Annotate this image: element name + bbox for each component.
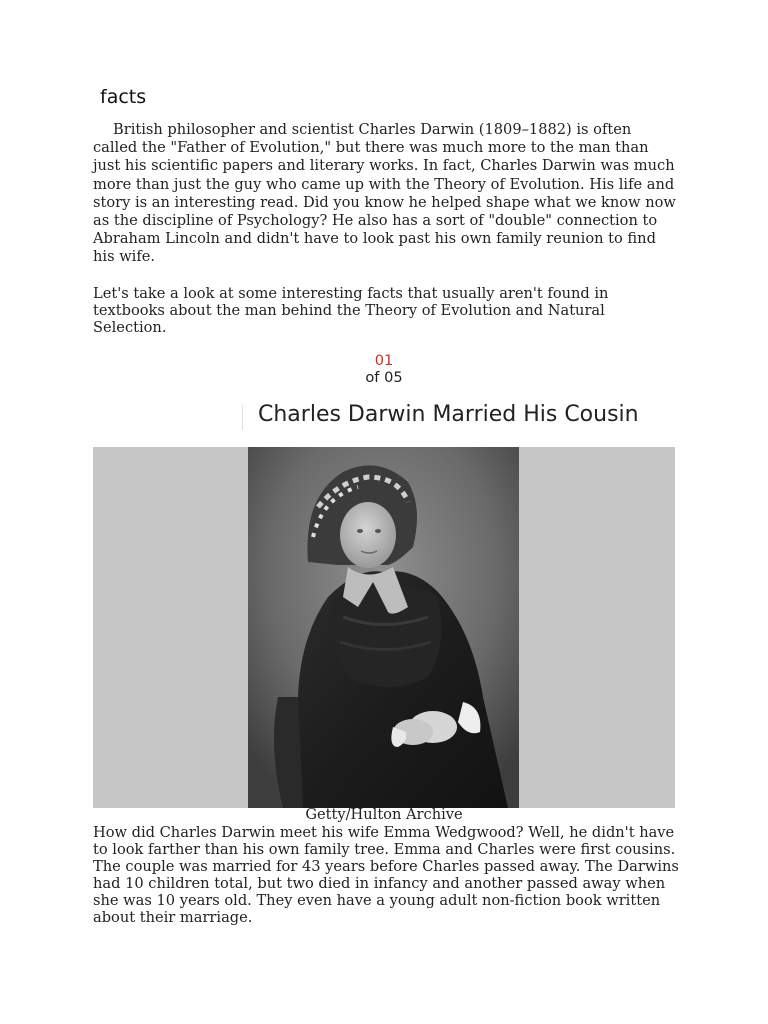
intro-paragraph-1: British philosopher and scientist Charles Darwin (1809–1882) is often called the "Father of Evolution," but there was much more to the man than just his scientific papers and literary works. In fact, Charles Darwin was much more than just the guy who came up with the Theory of Evolution. His life and story is an interesting read. Did you know he helped shape what we know now as the discipline of Psychology? He also has a sort of "double" connection to Abraham Lincoln and didn't have to look past his own family reunion to find his wife. <box>93 121 676 266</box>
slide-title: Charles Darwin Married His Cousin <box>258 402 639 427</box>
title-divider <box>242 405 243 430</box>
photo-credit: Getty/Hulton Archive <box>305 806 463 823</box>
photo-frame <box>93 447 675 808</box>
portrait-photo <box>248 447 519 808</box>
article-heading: facts <box>100 86 147 108</box>
intro-paragraph-2: Let's take a look at some interesting facts that usually aren't found in textbooks about the man behind the Theory of Evolution and Natural Selection. <box>93 285 609 336</box>
slide-number: 01 <box>374 352 394 369</box>
slide-body: How did Charles Darwin meet his wife Emma Wedgwood? Well, he didn't have to look farther than his own family tree. Emma and Charles were first cousins. The couple was married for 43 years before Charles passed away. The Darwins had 10 children total, but two died in infancy and another passed away when she was 10 years old. They even have a young adult non-fiction book written about their marriage. <box>93 824 679 927</box>
slide-total: of 05 <box>365 369 403 386</box>
